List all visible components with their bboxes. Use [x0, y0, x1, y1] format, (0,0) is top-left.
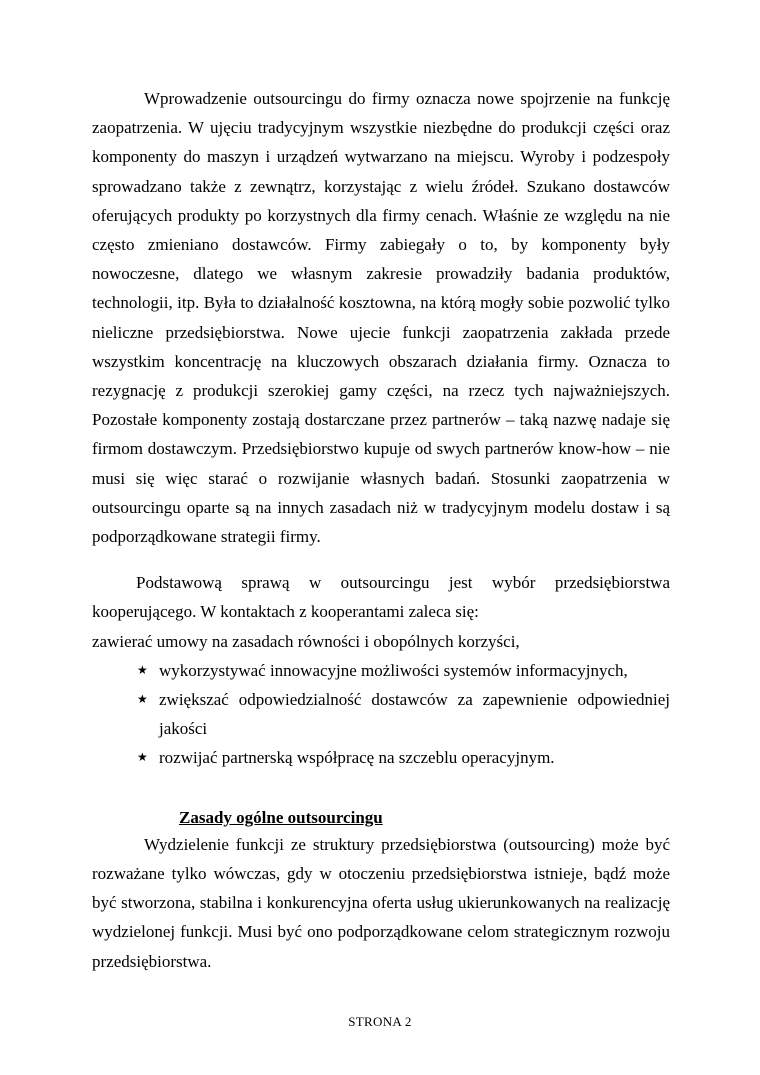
list-item: [137, 656, 670, 685]
paragraph-outsourcing-intro: Wprowadzenie outsourcingu do firmy oznacza nowe spojrzenie na funkcję zaopatrzenia. W ujęciu tradycyjnym wszystkie niezbędne do produkcji części oraz komponenty do maszyn i urządzeń wytwarzano na miejscu. Wyroby i podzespoły sprowadzano także z zewnątrz, korzystając z wielu źródeł. Szukano dostawców oferujących produkty po korzystnych dla firmy cenach. Właśnie ze względu na nie często zmieniano dostawców. Firmy zabiegały o to, by komponenty były nowoczesne, dlatego we własnym zakresie prowadziły badania produktów, technologii, itp. Była to działalność kosztowna, na którą mogły sobie pozwolić tylko nieliczne przedsiębiorstwa. Nowe ujecie funkcji zaopatrzenia zakłada przede wszystkim koncentrację na kluczowych obszarach działania firmy. Oznacza to rezygnację z produkcji szerokiej gamy części, na rzecz tych najważniejszych. Pozostałe komponenty zostają dostarczane przez partnerów – taką nazwę nadaje się firmom dostawczym. Przedsiębiorstwo kupuje od swych partnerów know-how – nie musi się więc starać o rozwijanie własnych badań. Stosunki zaopatrzenia w outsourcingu oparte są na innych zasadach niż w tradycyjnym modelu dostaw i są podporządkowane strategii firmy.: [92, 89, 670, 547]
list-item-text: wykorzystywać innowacyjne możliwości systemów informacyjnych,: [159, 660, 628, 680]
list-item: [137, 685, 670, 743]
section-heading: Zasady ogólne outsourcingu: [179, 807, 383, 827]
star-bullet-icon: ★: [137, 692, 148, 707]
star-bullet-icon: ★: [137, 662, 148, 677]
list-item: [137, 743, 670, 772]
list-intro-text: zawierać umowy na zasadach równości i obopólnych korzyści,: [92, 631, 520, 651]
paragraph-general-rules: Wydzielenie funkcji ze struktury przedsiębiorstwa (outsourcing) może być rozważane tylko wówczas, gdy w otoczeniu przedsiębiorstwa istnieje, bądź może być stworzona, stabilna i konkurencyjna oferta usług ukierunkowanych na realizację wydzielonej funkcji. Musi być ono podporządkowane celom strategicznym rozwoju przedsiębiorstwa.: [92, 834, 670, 971]
list-item-text: rozwijać partnerską współpracę na szczeblu operacyjnym.: [159, 748, 555, 768]
page-footer: STRONA 2: [348, 1014, 412, 1029]
recommendation-list: [92, 656, 670, 773]
star-bullet-icon: ★: [137, 750, 148, 765]
document-page: [92, 84, 670, 976]
list-item-text: zwiększać odpowiedzialność dostawców za zapewnienie odpowiedniej jakości: [159, 690, 670, 739]
paragraph-cooperation: Podstawową sprawą w outsourcingu jest wybór przedsiębiorstwa kooperującego. W kontaktach z kooperantami zaleca się:: [92, 573, 670, 622]
